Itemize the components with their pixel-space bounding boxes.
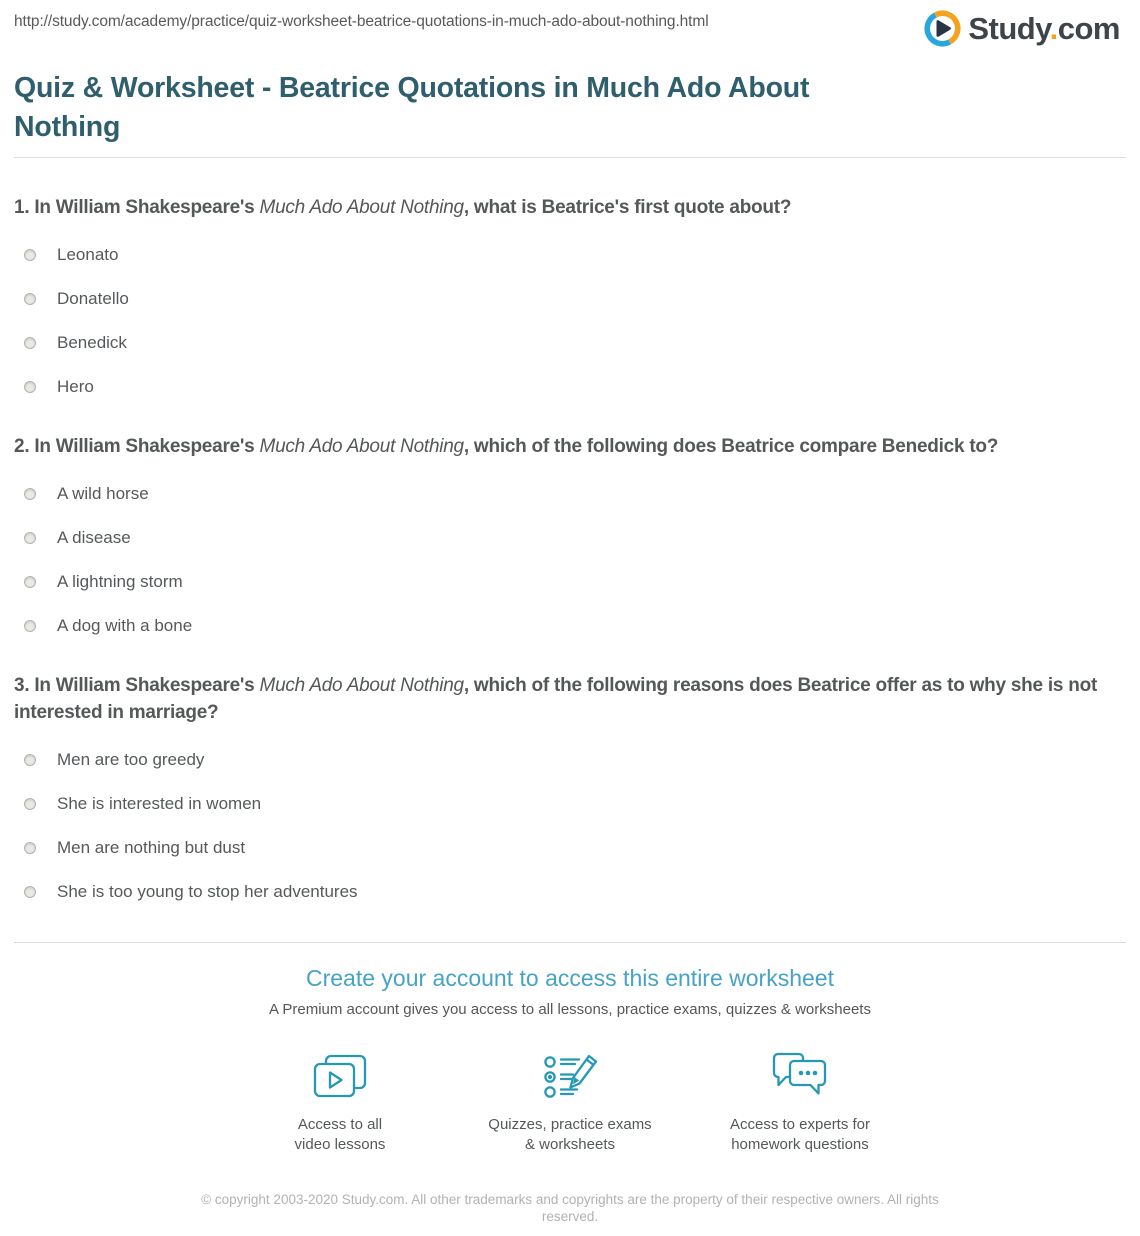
question-prefix: 1. In William Shakespeare's: [14, 197, 260, 218]
question-suffix: , what is Beatrice's first quote about?: [463, 197, 792, 218]
divider-bottom: [14, 942, 1126, 943]
answer-option[interactable]: [14, 615, 1126, 636]
feature-label-line2: video lessons: [294, 1136, 386, 1153]
radio-button[interactable]: [24, 532, 36, 544]
feature-label: [488, 1115, 651, 1155]
option-label[interactable]: A disease: [57, 528, 131, 547]
feature-label: [295, 1115, 386, 1155]
option-label[interactable]: A lightning storm: [57, 572, 183, 591]
question-2: [14, 433, 1126, 636]
answer-option[interactable]: [14, 244, 1126, 265]
divider-top: [14, 157, 1126, 158]
logo-text-study: Study: [968, 10, 1050, 46]
radio-button[interactable]: [24, 886, 36, 898]
work-title: Much Ado About Nothing: [259, 675, 464, 696]
logo-dot: .: [1049, 10, 1058, 46]
answer-options: [14, 749, 1126, 902]
question-3: [14, 672, 1126, 902]
experts-chat-icon: [769, 1047, 831, 1103]
premium-features: [14, 1047, 1126, 1155]
video-lessons-icon: [311, 1047, 369, 1103]
question-suffix: , which of the following does Beatrice compare Benedick to?: [463, 436, 999, 457]
radio-button[interactable]: [24, 381, 36, 393]
answer-option[interactable]: [14, 881, 1126, 902]
option-label[interactable]: Leonato: [57, 245, 119, 264]
feature-experts-chat: [685, 1047, 915, 1155]
radio-button[interactable]: [24, 754, 36, 766]
radio-button[interactable]: [24, 576, 36, 588]
option-label[interactable]: She is too young to stop her adventures: [57, 882, 358, 901]
feature-label: [730, 1115, 870, 1155]
option-label[interactable]: A dog with a bone: [57, 616, 193, 635]
create-account-section: [14, 963, 1126, 1155]
question-text: [14, 433, 1126, 460]
answer-option[interactable]: [14, 527, 1126, 548]
radio-button[interactable]: [24, 249, 36, 261]
feature-label-line1: Access to all: [297, 1116, 383, 1133]
feature-label-line2: & worksheets: [524, 1136, 616, 1153]
option-label[interactable]: Donatello: [57, 289, 129, 308]
logo-text-com: com: [1057, 10, 1120, 46]
option-label[interactable]: Men are too greedy: [57, 750, 205, 769]
question-text: [14, 194, 1126, 221]
question-prefix: 3. In William Shakespeare's: [14, 675, 260, 696]
question-1: [14, 194, 1126, 397]
cta-heading[interactable]: Create your account to access this entire worksheet: [306, 965, 834, 991]
radio-button[interactable]: [24, 488, 36, 500]
option-label[interactable]: Men are nothing but dust: [57, 838, 246, 857]
page-url: http://study.com/academy/practice/quiz-worksheet-beatrice-quotations-in-much-ado-about-nothing.html: [14, 13, 709, 30]
radio-button[interactable]: [24, 293, 36, 305]
answer-option[interactable]: [14, 571, 1126, 592]
quizzes-worksheets-icon: [541, 1047, 599, 1103]
option-label[interactable]: Hero: [57, 377, 94, 396]
answer-option[interactable]: [14, 793, 1126, 814]
radio-button[interactable]: [24, 620, 36, 632]
feature-video-lessons: [225, 1047, 455, 1155]
answer-option[interactable]: [14, 483, 1126, 504]
copyright-notice: © copyright 2003-2020 Study.com. All other trademarks and copyrights are the property of their respective owners. All rights reserved.: [201, 1192, 939, 1224]
option-label[interactable]: Benedick: [57, 333, 127, 352]
option-label[interactable]: A wild horse: [57, 484, 149, 503]
feature-label-line1: Quizzes, practice exams: [488, 1116, 652, 1133]
work-title: Much Ado About Nothing: [259, 436, 464, 457]
studycom-play-icon: [924, 10, 961, 47]
option-label[interactable]: She is interested in women: [57, 794, 262, 813]
answer-option[interactable]: [14, 332, 1126, 353]
page-header: [14, 0, 1126, 47]
logo-text: [968, 11, 1120, 47]
answer-option[interactable]: [14, 288, 1126, 309]
feature-quizzes-worksheets: [455, 1047, 685, 1155]
answer-option[interactable]: [14, 749, 1126, 770]
cta-subheading: A Premium account gives you access to all lessons, practice exams, quizzes & worksheets: [269, 1001, 871, 1018]
studycom-logo[interactable]: [924, 10, 1120, 47]
question-text: [14, 672, 1126, 726]
feature-label-line1: Access to experts for: [729, 1116, 871, 1133]
radio-button[interactable]: [24, 842, 36, 854]
answer-options: [14, 244, 1126, 397]
radio-button[interactable]: [24, 798, 36, 810]
answer-options: [14, 483, 1126, 636]
work-title: Much Ado About Nothing: [259, 197, 464, 218]
answer-option[interactable]: [14, 837, 1126, 858]
question-prefix: 2. In William Shakespeare's: [14, 436, 260, 457]
radio-button[interactable]: [24, 337, 36, 349]
question-suffix: , which of the following reasons does Beatrice offer as to why she is not interested in marriage?: [14, 675, 1098, 723]
page-title: Quiz & Worksheet - Beatrice Quotations in Much Ado About Nothing: [14, 72, 810, 143]
answer-option[interactable]: [14, 376, 1126, 397]
feature-label-line2: homework questions: [731, 1136, 869, 1153]
